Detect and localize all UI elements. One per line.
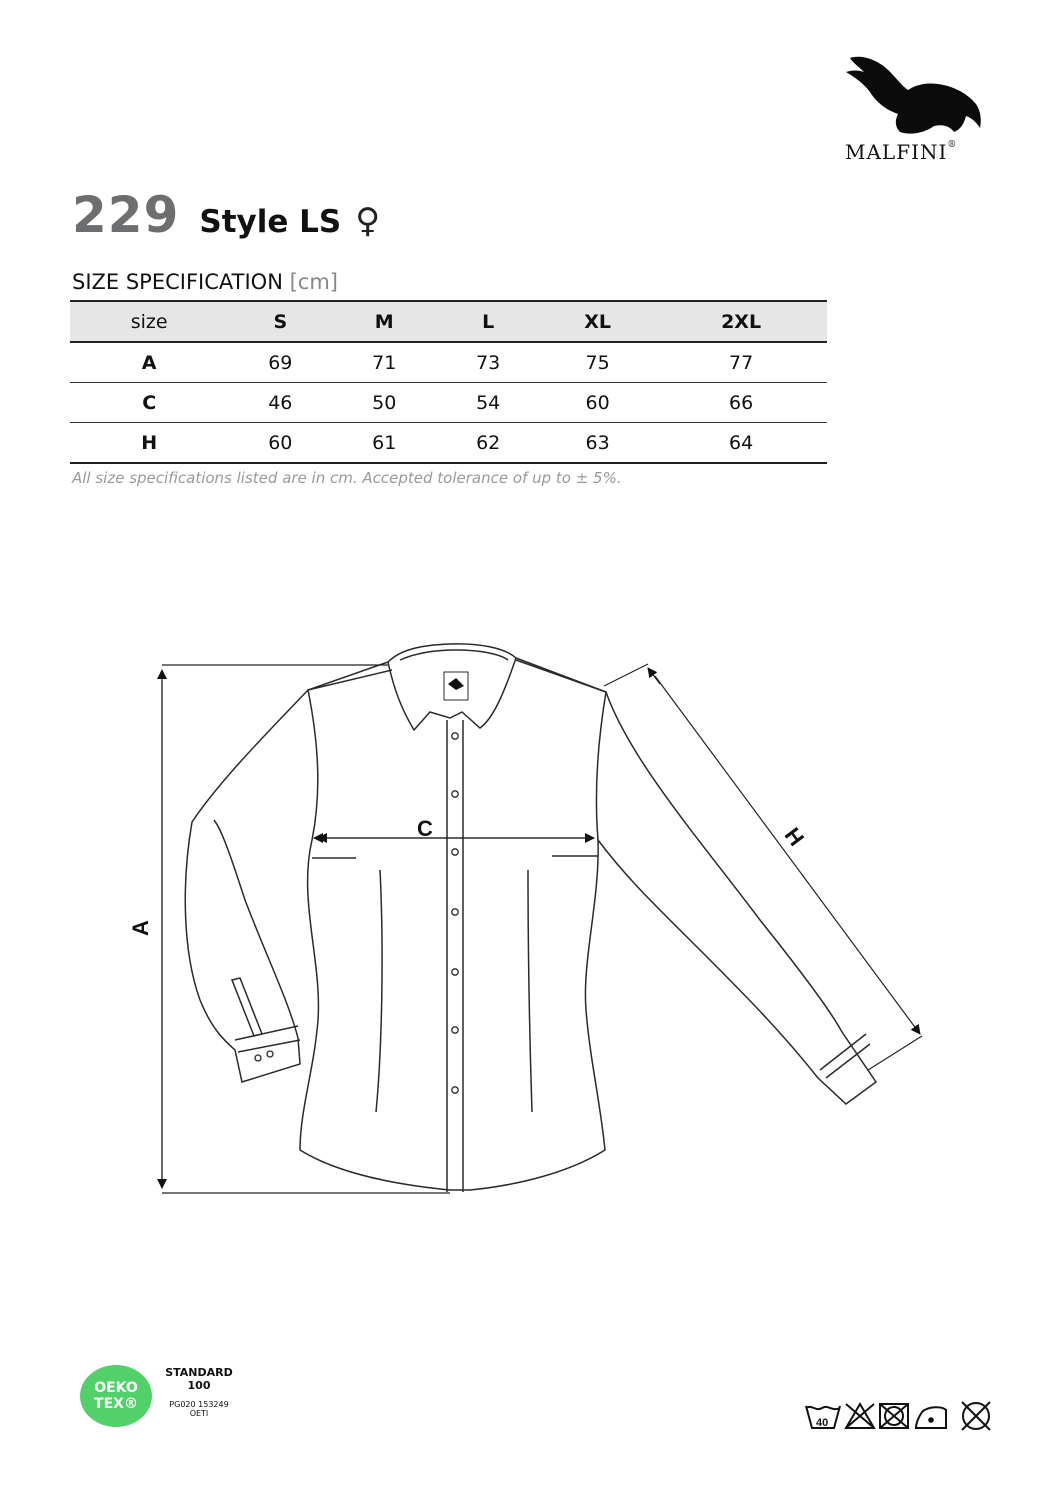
no-tumble-dry-icon — [880, 1404, 908, 1428]
oeko-institute: OETI — [189, 1409, 209, 1418]
no-bleach-icon — [846, 1404, 874, 1428]
table-cell: 71 — [372, 351, 397, 374]
table-cell: 61 — [372, 431, 397, 454]
dimension-h-bottom-guide — [868, 1036, 922, 1070]
product-name: Style LS — [199, 204, 342, 240]
table-cell: 62 — [476, 431, 501, 454]
brand-name — [845, 140, 957, 164]
header-cell: L — [482, 310, 495, 333]
size-table — [70, 300, 827, 464]
table-cell: 60 — [585, 391, 610, 414]
oeko-code: PG020 153249 — [169, 1400, 229, 1409]
oeko-line2: TEX® — [94, 1396, 138, 1412]
table-cell: 77 — [728, 351, 754, 374]
no-dry-clean-icon — [962, 1402, 990, 1430]
dimension-h-arrow-up — [648, 668, 660, 684]
table-cell: 73 — [476, 351, 501, 374]
table-row — [70, 383, 827, 423]
table-cell: 69 — [268, 351, 293, 374]
table-row — [70, 423, 827, 464]
dimension-h-top-guide — [604, 664, 648, 686]
shirt-diagram — [0, 600, 1058, 1220]
header-cell: M — [374, 310, 394, 333]
brand-reg-mark: ® — [947, 140, 958, 150]
female-symbol: ♀ — [355, 201, 381, 241]
table-cell: 75 — [585, 351, 610, 374]
wash-temperature: 40 — [816, 1417, 829, 1429]
row-label: H — [141, 431, 158, 454]
spec-heading-text: SIZE SPECIFICATION — [72, 270, 283, 294]
spec-unit: [cm] — [289, 270, 338, 294]
oeko-tex-badge — [80, 1365, 152, 1427]
row-label: A — [141, 351, 157, 374]
shirt-buttons — [255, 733, 458, 1093]
table-cell: 63 — [585, 431, 610, 454]
product-title — [72, 186, 380, 244]
table-cell: 46 — [268, 391, 293, 414]
header-cell: 2XL — [721, 310, 762, 333]
header-cell: size — [130, 310, 168, 333]
tolerance-note: All size specifications listed are in cm. Accepted tolerance of up to ± 5%. — [72, 469, 622, 487]
table-cell: 64 — [728, 431, 754, 454]
oeko-standard: STANDARD — [165, 1366, 233, 1379]
oeko-standard-text — [158, 1366, 240, 1418]
dimension-a-label: A — [128, 920, 153, 936]
table-cell: 66 — [728, 391, 754, 414]
brand-name-text: MALFINI — [845, 140, 948, 164]
oeko-standard-number: 100 — [187, 1379, 211, 1392]
table-cell: 54 — [476, 391, 501, 414]
row-label: C — [142, 391, 157, 414]
table-row — [70, 342, 827, 383]
dimension-h-label: H — [779, 822, 810, 851]
table-header-row — [70, 301, 827, 342]
header-cell: S — [273, 310, 288, 333]
iron-low-icon — [916, 1407, 946, 1428]
table-cell: 50 — [372, 391, 397, 414]
oeko-line1: OEKO — [94, 1380, 138, 1396]
care-symbols — [804, 1400, 996, 1434]
dimension-c-label: C — [417, 816, 433, 841]
malfini-eagle-logo — [842, 52, 992, 137]
dimension-h-arrow-down — [655, 676, 920, 1034]
table-cell: 60 — [268, 431, 293, 454]
header-cell: XL — [584, 310, 612, 333]
product-number: 229 — [72, 186, 180, 244]
spec-heading — [72, 270, 338, 294]
